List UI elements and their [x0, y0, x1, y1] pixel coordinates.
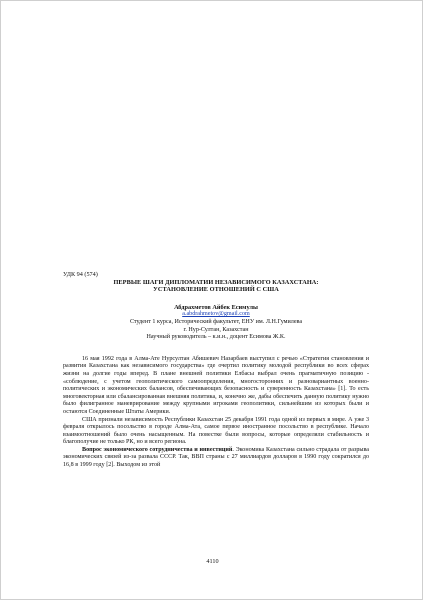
article-content: [63, 271, 369, 470]
body-paragraph-1: 16 мая 1992 года в Алма-Ате Нурсултан Абишевич Назарбаев выступил с речью «Стратегия становления и развития Казахстана как независимого государства» где очертил политику молодой республики во всех сферах жизни на долгие годы вперед. В плане внешней политики Елбасы выбрал очень прагматичную позицию - «соблюдение, с учетом геополитического самоопределения, многосторонних и разновариантных военно-политических и экономических балансов, обеспечивающих безопасность и суверенность Казахстана» [1]. То есть многовекторная или сбалансированная внешняя политика, и, конечно же, дабы обеспечить данную политику нужно было филигранное маневрирование между крупными игроками геополитики, сильнейшим из которых были и остаются Соединенные Штаты Америки.: [63, 355, 369, 415]
paragraph-3-text: . Экономика Казахстана сильно страдала от разрыва экономических связей из-за развала СССР. Так, ВВП страны с 27 миллиардов долларов в 1990 году сократился до 16,8 в 1999 году [2]. Выходом из этой: [63, 446, 369, 469]
paragraph-3-bold-heading: Вопрос экономического сотрудничества и инвестиций: [82, 446, 233, 453]
body-paragraph-3: [63, 447, 369, 470]
scientific-supervisor: Научный руководитель – к.и.н., доцент Есимова Ж.К.: [146, 334, 286, 341]
author-name: Абдрахметов Айбек Есимулы: [174, 303, 258, 311]
article-title-line-2: УСТАНОВЛЕНИЕ ОТНОШЕНИЙ С США: [153, 286, 279, 294]
author-city: г. Нур-Султан, Казахстан: [183, 326, 249, 333]
body-paragraph-2: США признали независимость Республики Казахстан 25 декабря 1991 года одной из первых в мире. А уже 3 февраля открылось посольство в городе Алма-Ата, самое первое иностранное посольство в республике. Начало взаимоотношений было очень насыщенным. На повестке были вопросы, которые определяли стабильность и благополучие не только РК, но и всего региона.: [63, 416, 369, 446]
author-affiliation: Студент 1 курса, Исторический факультет, ЕНУ им. Л.Н.Гумилева: [129, 318, 303, 325]
article-title: [63, 279, 369, 294]
author-email-link[interactable]: a.abdrahmetov@gmail.com: [182, 311, 250, 318]
author-email-line: [63, 311, 369, 319]
udk-code: УДК 94 (574): [63, 271, 98, 278]
article-title-line-1: ПЕРВЫЕ ШАГИ ДИПЛОМАТИИ НЕЗАВИСИМОГО КАЗАХСТАНА:: [113, 278, 319, 286]
page-number: 4110: [206, 558, 219, 565]
